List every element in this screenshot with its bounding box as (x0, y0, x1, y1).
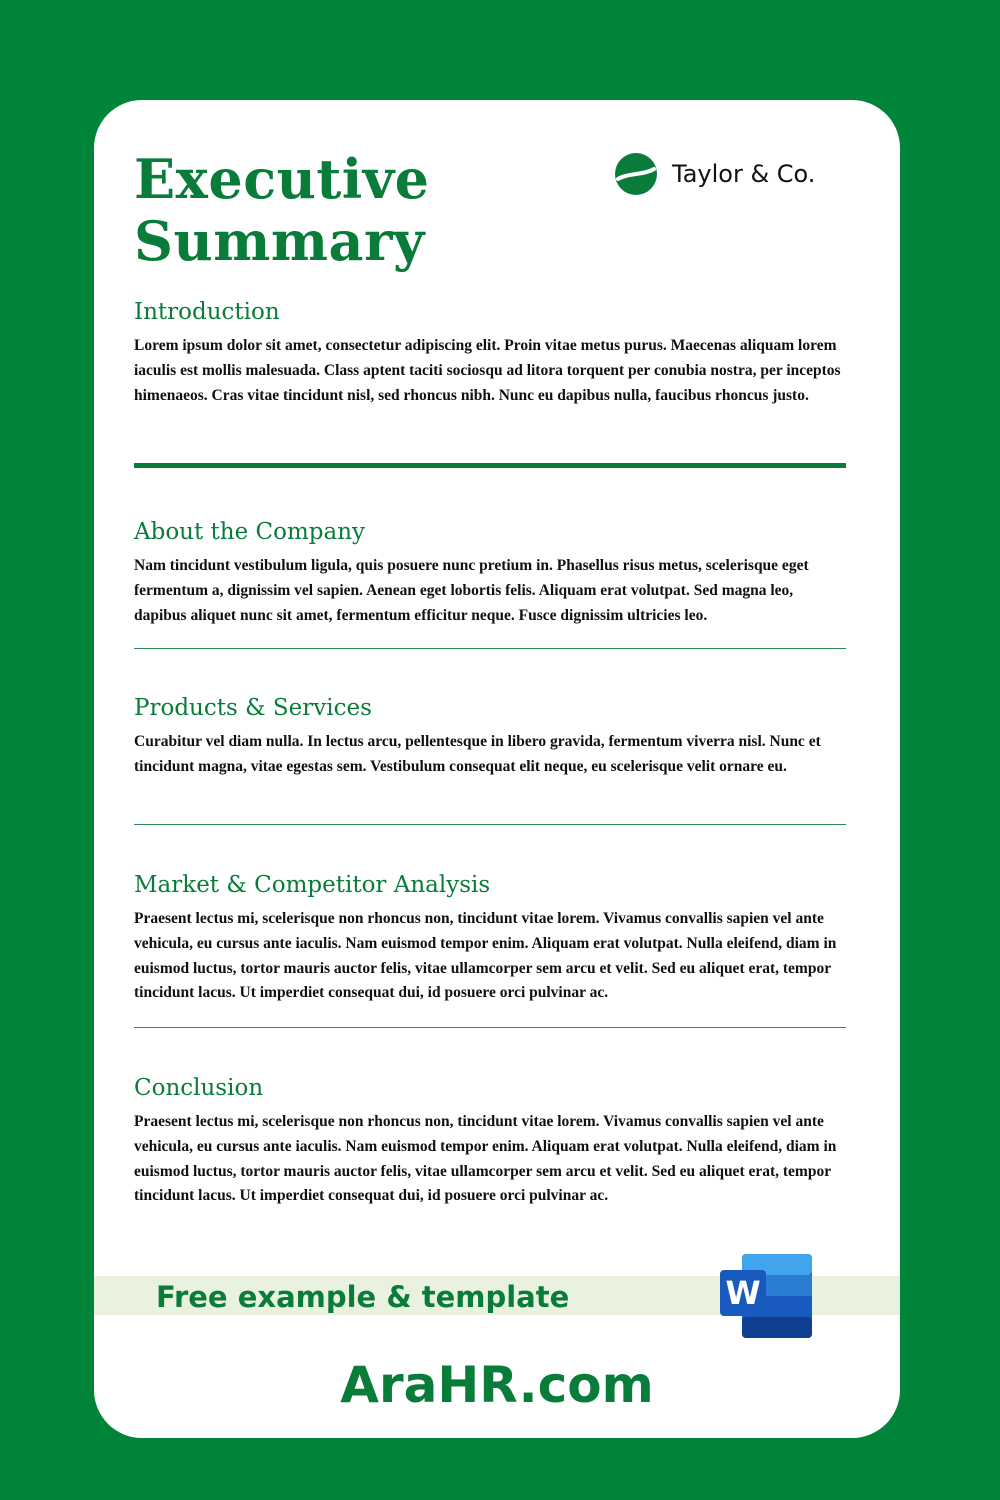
section-products-services (134, 694, 846, 780)
brand-name: Taylor & Co. (672, 160, 816, 188)
site-url: AraHR.com (340, 1356, 654, 1414)
section-heading: Conclusion (134, 1075, 264, 1101)
page-title (134, 148, 430, 272)
section-heading: About the Company (134, 519, 366, 545)
section-divider (134, 648, 846, 649)
section-divider (134, 824, 846, 825)
title-line-2: Summary (134, 209, 425, 273)
word-icon-letter: W (725, 1274, 761, 1312)
section-body: Praesent lectus mi, scelerisque non rhoncus non, tincidunt vitae lorem. Vivamus convallis sapien vel ante vehicula, eu cursus ante iaculis. Nam euismod tempor enim. Aliquam erat volutpat. Nulla eleifend, diam in euismod luctus, tortor mauris auctor felis, vitae ullamcorper sem arcu et velit. Sed eu aliquet erat, tempor tincidunt lacus. Ut imperdiet consequat dui, id posuere orci pulvinar ac. (134, 1113, 837, 1205)
section-heading: Products & Services (134, 695, 372, 721)
section-divider (134, 1027, 846, 1028)
microsoft-word-icon (720, 1254, 812, 1338)
section-heading: Market & Competitor Analysis (134, 872, 491, 898)
title-line-1: Executive (134, 147, 430, 211)
section-conclusion (134, 1074, 846, 1209)
section-market-analysis (134, 871, 846, 1006)
section-about-company (134, 518, 846, 628)
banner-text: Free example & template (156, 1280, 570, 1314)
section-heading: Introduction (134, 299, 280, 325)
brand (614, 152, 815, 196)
section-introduction (134, 298, 846, 408)
section-body: Curabitur vel diam nulla. In lectus arcu, pellentesque in libero gravida, fermentum viverra nisl. Nunc et tincidunt magna, vitae egestas sem. Vestibulum consequat elit neque, eu scelerisque velit ornare eu. (134, 733, 821, 775)
section-body: Praesent lectus mi, scelerisque non rhoncus non, tincidunt vitae lorem. Vivamus convallis sapien vel ante vehicula, eu cursus ante iaculis. Nam euismod tempor enim. Aliquam erat volutpat. Nulla eleifend, diam in euismod luctus, tortor mauris auctor felis, vitae ullamcorper sem arcu et velit. Sed eu aliquet erat, tempor tincidunt lacus. Ut imperdiet consequat dui, id posuere orci pulvinar ac. (134, 910, 837, 1002)
leaf-s-logo-icon (614, 152, 658, 196)
section-body: Lorem ipsum dolor sit amet, consectetur adipiscing elit. Proin vitae metus purus. Maecenas aliquam lorem iaculis est mollis malesuada. Class aptent taciti sociosqu ad litora torquent per conubia nostra, per inceptos himenaeos. Cras vitae tincidunt nisl, sed rhoncus nibh. Nunc eu dapibus nulla, faucibus rhoncus justo. (134, 337, 841, 404)
section-divider (134, 463, 846, 468)
document-card (94, 100, 900, 1438)
section-body: Nam tincidunt vestibulum ligula, quis posuere nunc pretium in. Phasellus risus metus, scelerisque eget fermentum a, dignissim vel sapien. Aenean eget lobortis felis. Aliquam erat volutpat. Sed magna leo, dapibus aliquet nunc sit amet, fermentum efficitur neque. Fusce dignissim ultricies leo. (134, 557, 809, 624)
